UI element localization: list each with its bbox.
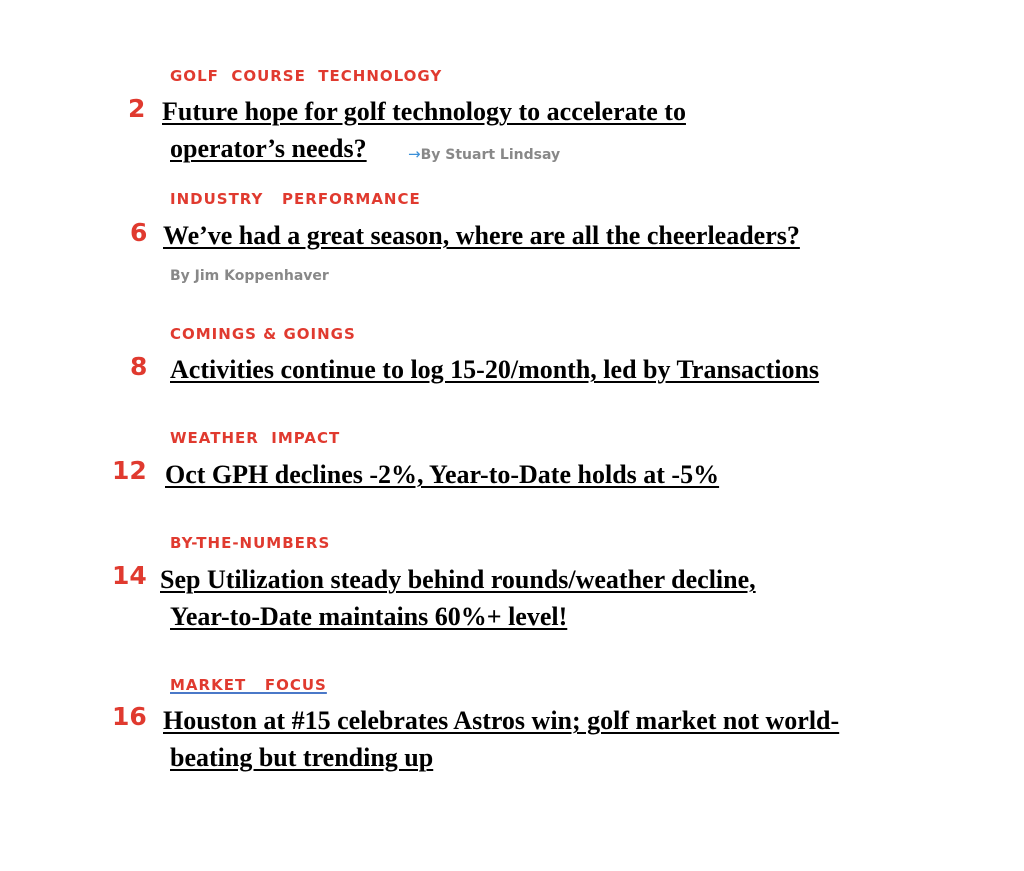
- headline-sep-utilization-line1[interactable]: Sep Utilization steady behind rounds/weather decline,: [160, 565, 756, 594]
- byline-stuart-lindsay-wrap: [407, 145, 560, 164]
- headline-golf-technology-line2[interactable]: [170, 134, 367, 164]
- category-industry-performance: INDUSTRY PERFORMANCE: [170, 190, 421, 208]
- headline-golf-technology-line1[interactable]: Future hope for golf technology to accelerate to: [162, 97, 686, 126]
- headline-houston-line2[interactable]: beating but trending up: [170, 743, 434, 772]
- headline-cheerleaders[interactable]: We’ve had a great season, where are all the cheerleaders?: [163, 221, 800, 250]
- headline-oct-gph[interactable]: Oct GPH declines -2%, Year-to-Date holds at -5%: [165, 460, 720, 489]
- arrow-right-icon: →: [408, 145, 421, 163]
- byline-jim-koppenhaver: By Jim Koppenhaver: [170, 268, 329, 284]
- page-number-8: 8: [130, 352, 148, 381]
- headline-houston-line1[interactable]: Houston at #15 celebrates Astros win; golf market not world-: [163, 706, 840, 735]
- page-number-6: 6: [130, 218, 148, 247]
- headline-sep-utilization-line2[interactable]: Year-to-Date maintains 60%+ level!: [170, 602, 568, 631]
- category-market-focus: MARKET FOCUS: [170, 676, 327, 694]
- category-by-the-numbers: BY-THE-NUMBERS: [170, 534, 331, 552]
- category-weather-impact: WEATHER IMPACT: [170, 429, 341, 447]
- byline-stuart-lindsay: By Stuart Lindsay: [420, 147, 561, 163]
- category-golf-course-technology: GOLF COURSE TECHNOLOGY: [170, 67, 443, 85]
- headline-activities[interactable]: Activities continue to log 15-20/month, led by Transactions: [170, 355, 820, 384]
- category-comings-goings: COMINGS & GOINGS: [170, 325, 356, 343]
- headline-golf-technology-line2-text[interactable]: operator’s needs?: [170, 134, 367, 163]
- page-number-2: 2: [128, 94, 146, 123]
- page-number-12: 12: [112, 456, 147, 485]
- page-number-14: 14: [112, 561, 147, 590]
- page-number-16: 16: [112, 702, 147, 731]
